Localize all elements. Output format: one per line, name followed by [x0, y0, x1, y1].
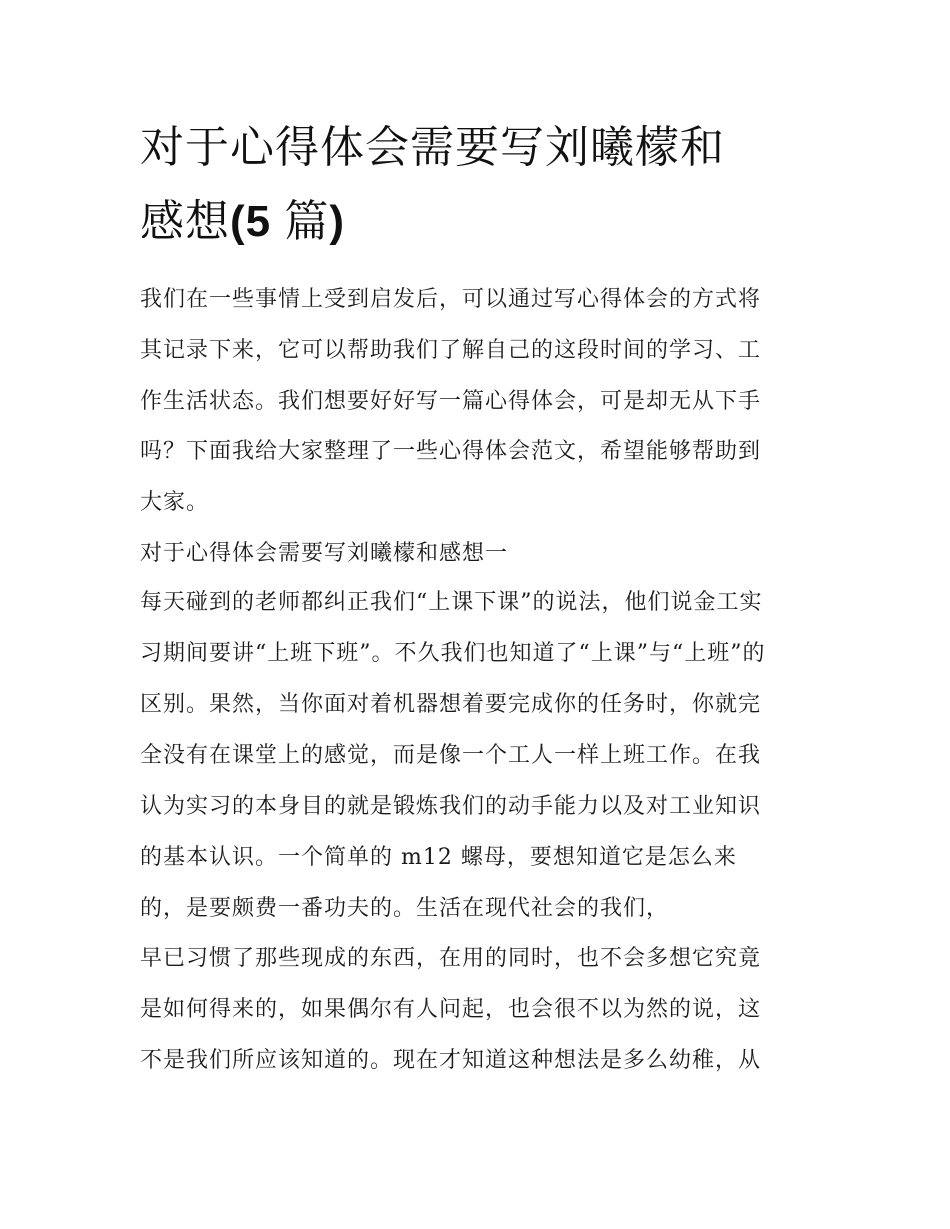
body-line-14: 早已习惯了那些现成的东西，在用的同时，也不会多想它究竟 [140, 946, 762, 971]
body-line-5: 大家。 [140, 490, 210, 515]
body-line-13: 的，是要颇费一番功夫的。生活在现代社会的我们， [140, 896, 670, 921]
body-line-8: 习期间要讲“上班下班”。不久我们也知道了“上课”与“上班”的 [140, 641, 766, 666]
section-heading: 对于心得体会需要写刘曦檬和感想一 [140, 541, 509, 566]
body-line-2: 其记录下来，它可以帮助我们了解自己的这段时间的学习、工 [140, 338, 762, 363]
body-line-3: 作生活状态。我们想要好好写一篇心得体会，可是却无从下手 [140, 389, 762, 414]
body-line-11: 认为实习的本身目的就是锻炼我们的动手能力以及对工业知识 [140, 794, 762, 819]
title-line-1: 对于心得体会需要写刘曦檬和 [140, 122, 725, 173]
body-line-9: 区别。果然，当你面对着机器想着要完成你的任务时，你就完 [140, 692, 762, 717]
body-line-7: 每天碰到的老师都纠正我们“上课下课”的说法，他们说金工实 [140, 590, 763, 615]
body-line-4: 吗？下面我给大家整理了一些心得体会范文，希望能够帮助到 [140, 439, 762, 464]
body-line-10: 全没有在课堂上的感觉，而是像一个工人一样上班工作。在我 [140, 743, 762, 768]
title-line-2: 感想(5 篇) [140, 196, 346, 247]
body-line-1: 我们在一些事情上受到启发后，可以通过写心得体会的方式将 [140, 287, 762, 312]
body-line-12: 的基本认识。一个简单的 m12 螺母，要想知道它是怎么来 [140, 845, 737, 870]
body-line-16: 不是我们所应该知道的。现在才知道这种想法是多么幼稚，从 [140, 1048, 762, 1073]
body-line-15: 是如何得来的，如果偶尔有人问起，也会很不以为然的说，这 [140, 997, 762, 1022]
